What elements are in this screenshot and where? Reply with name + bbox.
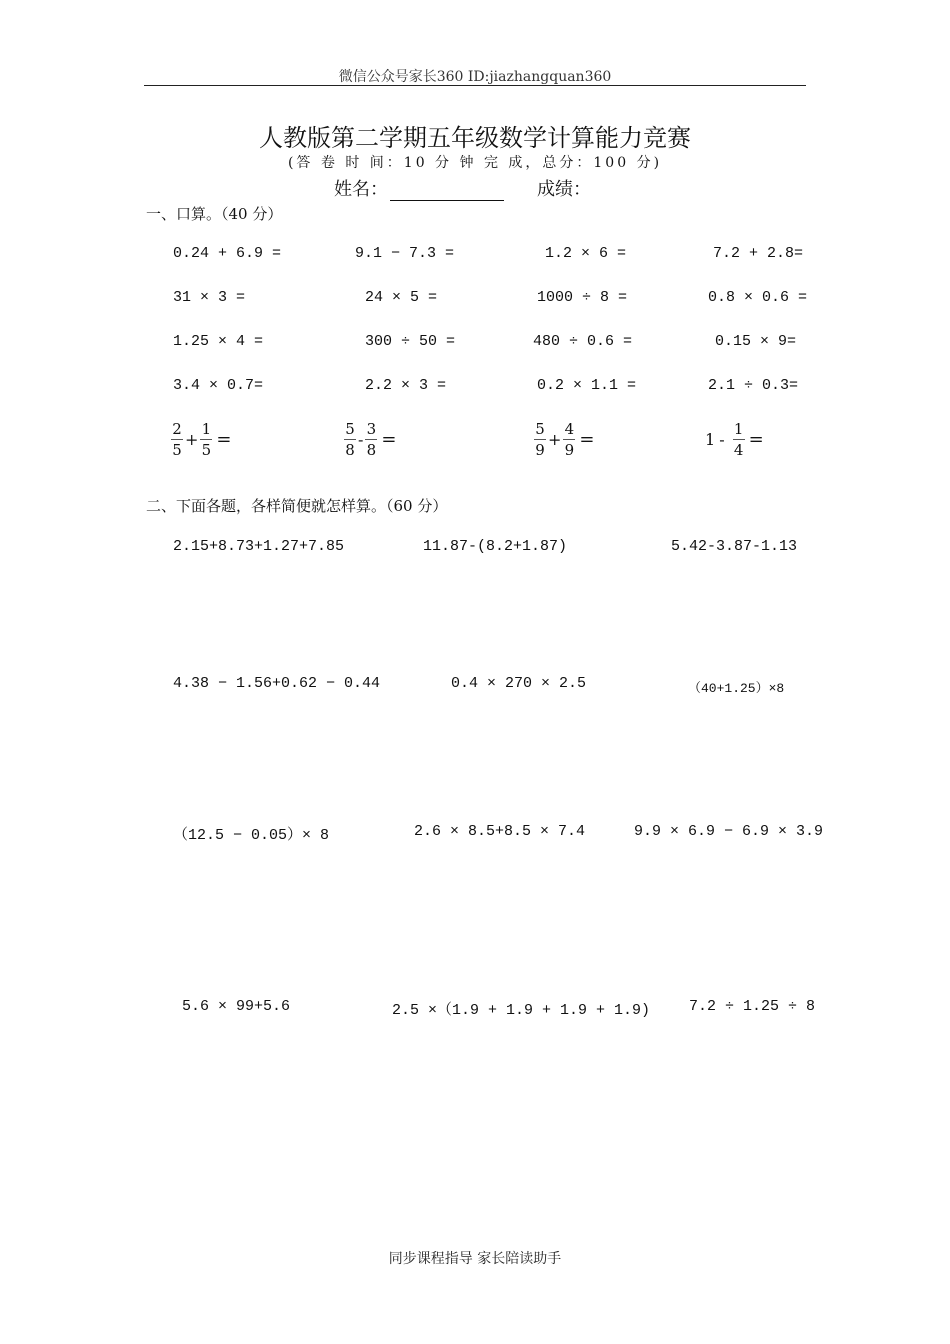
section2-heading: 二、下面各题，各样简便就怎样算。（60 分） bbox=[146, 497, 448, 515]
oral-problem: 1000 ÷ 8 = bbox=[537, 289, 628, 306]
oral-problem: 24 × 5 = bbox=[365, 289, 438, 306]
calc-problem: 4.38 − 1.56+0.62 − 0.44 bbox=[173, 675, 381, 692]
oral-problem: 7.2 + 2.8= bbox=[713, 245, 804, 262]
denominator: 8 bbox=[345, 441, 355, 459]
page-title: 人教版第二学期五年级数学计算能力竞赛 bbox=[259, 124, 691, 152]
oral-problem: 0.15 × 9= bbox=[715, 333, 797, 350]
oral-problem: 9.1 − 7.3 = bbox=[355, 245, 455, 262]
oral-problem: 0.8 × 0.6 = bbox=[708, 289, 808, 306]
denominator: 4 bbox=[733, 441, 744, 459]
fraction bbox=[365, 420, 377, 459]
numerator: 2 bbox=[172, 420, 182, 438]
denominator: 8 bbox=[366, 441, 377, 459]
calc-problem: 11.87-(8.2+1.87) bbox=[423, 538, 568, 555]
calc-problem: 5.6 × 99+5.6 bbox=[182, 998, 291, 1015]
oral-problem: 0.24 + 6.9 = bbox=[173, 245, 282, 262]
numerator: 4 bbox=[564, 420, 575, 438]
fraction-problem bbox=[171, 420, 232, 459]
calc-problem: 5.42-3.87-1.13 bbox=[671, 538, 798, 555]
calc-problem: 9.9 × 6.9 − 6.9 × 3.9 bbox=[634, 823, 824, 840]
fraction bbox=[534, 420, 546, 459]
operator: + bbox=[185, 430, 199, 449]
name-blank[interactable] bbox=[390, 182, 504, 201]
numerator: 5 bbox=[535, 420, 545, 438]
oral-problem: 2.2 × 3 = bbox=[365, 377, 447, 394]
name-field bbox=[334, 175, 504, 201]
numerator: 1 bbox=[201, 420, 212, 438]
score-label: 成绩： bbox=[537, 179, 591, 200]
equals-sign: = bbox=[579, 429, 595, 450]
equals-sign: = bbox=[216, 429, 232, 450]
calc-problem: 7.2 ÷ 1.25 ÷ 8 bbox=[689, 998, 816, 1015]
denominator: 9 bbox=[535, 441, 545, 459]
calc-problem: 0.4 × 270 × 2.5 bbox=[451, 675, 587, 692]
fraction bbox=[344, 420, 356, 459]
oral-problem: 300 ÷ 50 = bbox=[365, 333, 456, 350]
operator: + bbox=[548, 430, 562, 449]
numerator: 3 bbox=[366, 420, 377, 438]
oral-problem: 31 × 3 = bbox=[173, 289, 246, 306]
equals-sign: = bbox=[381, 429, 397, 450]
fraction bbox=[200, 420, 212, 459]
fraction bbox=[733, 420, 745, 459]
fraction-problem bbox=[534, 420, 595, 459]
oral-problem: 480 ÷ 0.6 = bbox=[533, 333, 633, 350]
calc-problem: 2.5 ×（1.9 + 1.9 + 1.9 + 1.9) bbox=[392, 1002, 651, 1019]
calc-problem: （12.5 − 0.05）× 8 bbox=[173, 827, 330, 844]
fraction-problem bbox=[344, 420, 397, 459]
calc-problem: 2.6 × 8.5+8.5 × 7.4 bbox=[414, 823, 586, 840]
oral-problem: 1.2 × 6 = bbox=[545, 245, 627, 262]
fraction bbox=[171, 420, 183, 459]
oral-problem: 1.25 × 4 = bbox=[173, 333, 264, 350]
numerator: 1 bbox=[733, 420, 744, 438]
exam-subtitle: (答 卷 时 间：10 分 钟 完 成，总分：100 分) bbox=[287, 155, 663, 171]
section1-heading: 一、口算。（40 分） bbox=[146, 205, 283, 223]
calc-problem: （40+1.25）×8 bbox=[688, 681, 785, 696]
denominator: 9 bbox=[564, 441, 575, 459]
fraction-problem bbox=[703, 420, 764, 459]
denominator: 5 bbox=[172, 441, 182, 459]
page-footer: 同步课程指导 家长陪读助手 bbox=[388, 1251, 562, 1267]
equals-sign: = bbox=[748, 429, 764, 450]
numerator: 5 bbox=[345, 420, 355, 438]
header-divider bbox=[144, 85, 806, 86]
oral-problem: 2.1 ÷ 0.3= bbox=[708, 377, 799, 394]
whole-number: 1 bbox=[705, 430, 716, 449]
operator: - bbox=[719, 430, 725, 449]
page-header: 微信公众号家长360 ID:jiazhangquan360 bbox=[338, 69, 612, 85]
calc-problem: 2.15+8.73+1.27+7.85 bbox=[173, 538, 345, 555]
name-label: 姓名： bbox=[334, 179, 388, 200]
oral-problem: 3.4 × 0.7= bbox=[173, 377, 264, 394]
operator: - bbox=[358, 430, 364, 449]
fraction bbox=[563, 420, 575, 459]
oral-problem: 0.2 × 1.1 = bbox=[537, 377, 637, 394]
denominator: 5 bbox=[201, 441, 212, 459]
